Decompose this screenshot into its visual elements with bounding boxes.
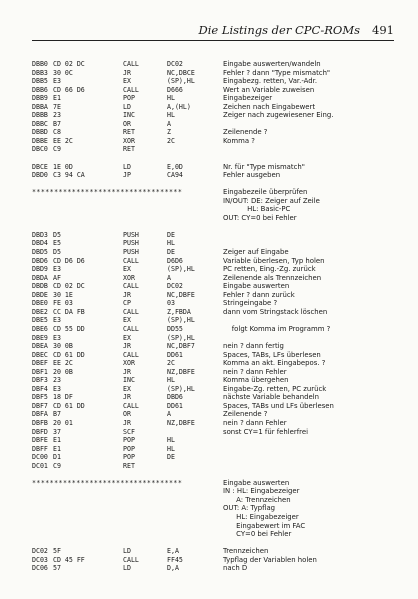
comment: nein ? dann fertig [223, 342, 284, 351]
address: DC02 [32, 547, 48, 556]
code-line [32, 359, 402, 368]
description-line [32, 205, 402, 214]
address: DBBD [32, 128, 48, 137]
address: DBFA [32, 410, 48, 419]
operand: DBD6 [167, 393, 183, 402]
operand: HL [167, 94, 175, 103]
operand: A [167, 119, 171, 128]
blank-line [32, 539, 402, 548]
mnemonic: INC [123, 376, 135, 385]
address: DBD3 [32, 230, 48, 239]
mnemonic: JR [123, 290, 131, 299]
separator-stars: ********************************** [32, 188, 183, 197]
page-header [32, 20, 394, 41]
address: DBDA [32, 273, 48, 282]
mnemonic: LD [123, 547, 131, 556]
operand: DC02 [167, 60, 183, 68]
operand: (SP),HL [167, 77, 195, 86]
operand: (SP),HL [167, 333, 195, 342]
operand: Z,FBDA [167, 307, 191, 316]
opcode-bytes: E1 [53, 94, 61, 103]
operand: DD55 [167, 324, 183, 333]
opcode-bytes: 5F [53, 547, 61, 556]
mnemonic: XOR [123, 273, 135, 282]
operand: (SP),HL [167, 316, 195, 325]
mnemonic: CALL [123, 85, 139, 94]
mnemonic: CALL [123, 282, 139, 291]
code-line [32, 385, 402, 394]
description-line [32, 513, 402, 522]
comment: Komma an akt. Eingabepos. ? [223, 359, 326, 368]
address: DBBE [32, 136, 48, 145]
comment: Eingabe auswerten/wandeln [223, 60, 321, 68]
comment: OUT: A: Typflag [223, 504, 276, 513]
code-line [32, 556, 402, 565]
mnemonic: JR [123, 418, 131, 427]
address: DBF1 [32, 367, 48, 376]
comment: OUT: CY=0 bei Fehler [223, 213, 297, 222]
description-line [32, 214, 402, 223]
code-line [32, 325, 402, 334]
code-line [32, 282, 402, 291]
opcode-bytes: E5 [53, 239, 61, 248]
address: DBF7 [32, 401, 48, 410]
opcode-bytes: 20 01 [53, 418, 73, 427]
operand: DD61 [167, 350, 183, 359]
mnemonic: JR [123, 342, 131, 351]
mnemonic: XOR [123, 359, 135, 368]
address: DBB9 [32, 94, 48, 103]
mnemonic: OR [123, 410, 131, 419]
code-line [32, 299, 402, 308]
comment: nein ? dann Fehler [223, 418, 287, 427]
code-line [32, 445, 402, 454]
opcode-bytes: CD D6 D6 [53, 256, 85, 265]
operand: HL [167, 376, 175, 385]
mnemonic: LD [123, 162, 131, 171]
mnemonic: EX [123, 333, 131, 342]
comment: Fehler ? dann "Type mismatch" [223, 68, 331, 77]
opcode-bytes: CD 02 DC [53, 282, 85, 291]
comment: PC retten, Eing.-Zg. zurück [223, 265, 316, 274]
running-title: Die Listings der CPC-ROMs [198, 23, 360, 37]
code-line [32, 462, 402, 471]
operand: HL [167, 111, 175, 120]
mnemonic: POP [123, 444, 135, 453]
address: DBBC [32, 119, 48, 128]
comment: Nr. für "Type mismatch" [223, 162, 305, 171]
description-line [32, 530, 402, 539]
opcode-bytes: B7 [53, 119, 61, 128]
code-line [32, 291, 402, 300]
operand: (SP),HL [167, 384, 195, 393]
comment: Zeilenende als Trennzeichen [223, 273, 322, 282]
address: DBDB [32, 282, 48, 291]
mnemonic: PUSH [123, 248, 139, 257]
code-line [32, 453, 402, 462]
operand: 2C [167, 136, 175, 145]
code-line [32, 342, 402, 351]
operand: NZ,DBFE [167, 418, 195, 427]
address: DBBA [32, 102, 48, 111]
code-line [32, 77, 402, 86]
code-line [32, 239, 402, 248]
code-line [32, 145, 402, 154]
code-line [32, 120, 402, 129]
operand: HL [167, 436, 175, 445]
opcode-bytes: 20 0B [53, 367, 73, 376]
comment: nach D [223, 564, 248, 573]
mnemonic: POP [123, 453, 135, 462]
mnemonic: CALL [123, 60, 139, 68]
opcode-bytes: E3 [53, 316, 61, 325]
mnemonic: CALL [123, 555, 139, 564]
mnemonic: EX [123, 384, 131, 393]
comment: Fehler ? dann zurück [223, 290, 295, 299]
address: DBB0 [32, 60, 48, 68]
code-line [32, 103, 402, 112]
address: DBF4 [32, 384, 48, 393]
operand: HL [167, 239, 175, 248]
address: DC06 [32, 564, 48, 573]
operand: D666 [167, 85, 183, 94]
address: DBD4 [32, 239, 48, 248]
mnemonic: CALL [123, 324, 139, 333]
code-line [32, 265, 402, 274]
mnemonic: PUSH [123, 230, 139, 239]
address: DBDE [32, 290, 48, 299]
code-line [32, 410, 402, 419]
blank-line [32, 222, 402, 231]
code-line [32, 274, 402, 283]
code-line [32, 86, 402, 95]
mnemonic: JR [123, 367, 131, 376]
comment: Eingabe auswerten [223, 478, 290, 487]
address: DBF5 [32, 393, 48, 402]
mnemonic: LD [123, 564, 131, 573]
comment: Zeichen nach Eingabewert [223, 102, 316, 111]
code-line [32, 368, 402, 377]
opcode-bytes: CC DA FB [53, 307, 85, 316]
address: DBB6 [32, 85, 48, 94]
code-line [32, 376, 402, 385]
description-line [32, 487, 402, 496]
opcode-bytes: EE 2C [53, 359, 73, 368]
mnemonic: JP [123, 171, 131, 180]
address: DBC0 [32, 145, 48, 154]
operand: FF45 [167, 555, 183, 564]
mnemonic: XOR [123, 136, 135, 145]
code-line [32, 257, 402, 266]
address: DBB3 [32, 68, 48, 77]
operand: A [167, 273, 171, 282]
description-line [32, 522, 402, 531]
address: DBFB [32, 418, 48, 427]
comment: Typflag der Variablen holen [223, 555, 317, 564]
opcode-bytes: CD 02 DC [53, 60, 85, 68]
operand: NZ,DBFE [167, 367, 195, 376]
code-line [32, 436, 402, 445]
comment: Stringeingabe ? [223, 299, 278, 308]
mnemonic: CALL [123, 401, 139, 410]
opcode-bytes: E1 [53, 444, 61, 453]
blank-line [32, 154, 402, 163]
mnemonic: CALL [123, 256, 139, 265]
operand: DC02 [167, 282, 183, 291]
address: DBD6 [32, 256, 48, 265]
separator-stars: ********************************** [32, 478, 183, 487]
opcode-bytes: 57 [53, 564, 61, 573]
section-separator [32, 188, 402, 197]
comment: A: Trennzeichen [223, 495, 291, 504]
code-line [32, 248, 402, 257]
comment: Zeilenende ? [223, 410, 268, 419]
code-line [32, 60, 402, 69]
comment: Spaces, TABs, LFs überlesen [223, 350, 321, 359]
opcode-bytes: CD 61 DD [53, 401, 85, 410]
mnemonic: CP [123, 299, 131, 308]
opcode-bytes: CD 55 DD [53, 324, 85, 333]
mnemonic: RET [123, 461, 135, 470]
operand: E,A [167, 547, 179, 556]
operand: NC,DBCE [167, 68, 195, 77]
opcode-bytes: E3 [53, 333, 61, 342]
comment: IN/OUT: DE: Zeiger auf Zeile [223, 196, 320, 205]
code-line [32, 402, 402, 411]
comment: Eingabewert im FAC [223, 521, 306, 530]
opcode-bytes: FE 03 [53, 299, 73, 308]
address: DBD5 [32, 248, 48, 257]
code-line [32, 94, 402, 103]
address: DBCE [32, 162, 48, 171]
operand: 03 [167, 299, 175, 308]
operand: 2C [167, 359, 175, 368]
opcode-bytes: C9 [53, 461, 61, 470]
mnemonic: RET [123, 128, 135, 137]
opcode-bytes: E3 [53, 77, 61, 86]
opcode-bytes: CD 66 D6 [53, 85, 85, 94]
mnemonic: JR [123, 393, 131, 402]
mnemonic: POP [123, 436, 135, 445]
address: DBEF [32, 359, 48, 368]
opcode-bytes: AF [53, 273, 61, 282]
operand: DE [167, 453, 175, 462]
opcode-bytes: E1 [53, 436, 61, 445]
address: DBE6 [32, 324, 48, 333]
operand: DD61 [167, 401, 183, 410]
operand: D6D6 [167, 256, 183, 265]
operand: CA94 [167, 171, 183, 180]
page-number: 491 [372, 23, 394, 37]
description-line [32, 496, 402, 505]
opcode-bytes: B7 [53, 410, 61, 419]
opcode-bytes: C8 [53, 128, 61, 137]
blank-line [32, 180, 402, 189]
mnemonic: EX [123, 265, 131, 274]
code-line [32, 316, 402, 325]
opcode-bytes: 7E [53, 102, 61, 111]
operand: NC,DBF7 [167, 342, 195, 351]
mnemonic: CALL [123, 307, 139, 316]
address: DBD0 [32, 171, 48, 180]
code-line [32, 564, 402, 573]
comment: Zeilenende ? [223, 128, 268, 137]
opcode-bytes: D5 [53, 230, 61, 239]
address: DBFE [32, 436, 48, 445]
code-line [32, 351, 402, 360]
code-line [32, 231, 402, 240]
code-line [32, 163, 402, 172]
mnemonic: LD [123, 102, 131, 111]
code-line [32, 547, 402, 556]
address: DBEA [32, 342, 48, 351]
blank-line [32, 470, 402, 479]
operand: HL [167, 444, 175, 453]
operand: A [167, 410, 171, 419]
operand: DE [167, 248, 175, 257]
opcode-bytes: 30 0C [53, 68, 73, 77]
address: DBF3 [32, 376, 48, 385]
comment: Eingabe-Zg. retten, PC zurück [223, 384, 327, 393]
opcode-bytes: D5 [53, 248, 61, 257]
opcode-bytes: 30 1E [53, 290, 73, 299]
comment: Fehler ausgeben [223, 171, 281, 180]
code-line [32, 419, 402, 428]
address: DBE5 [32, 316, 48, 325]
opcode-bytes: 23 [53, 376, 61, 385]
comment: IN : HL: Eingabezeiger [223, 487, 300, 496]
comment: nein ? dann Fehler [223, 367, 287, 376]
opcode-bytes: CD 45 FF [53, 555, 85, 564]
description-line [32, 504, 402, 513]
opcode-bytes: E3 [53, 384, 61, 393]
operand: DE [167, 230, 175, 239]
operand: Z [167, 128, 171, 137]
mnemonic: EX [123, 77, 131, 86]
mnemonic: INC [123, 111, 135, 120]
comment: Zeiger auf Eingabe [223, 248, 289, 257]
address: DBFD [32, 427, 48, 436]
address: DBBB [32, 111, 48, 120]
address: DC00 [32, 453, 48, 462]
opcode-bytes: EE 2C [53, 136, 73, 145]
comment: Eingabe auswerten [223, 282, 290, 291]
mnemonic: EX [123, 316, 131, 325]
comment: Variable überlesen, Typ holen [223, 256, 325, 265]
opcode-bytes: C9 [53, 145, 61, 154]
mnemonic: JR [123, 68, 131, 77]
comment: Spaces, TABs und LFs überlesen [223, 401, 334, 410]
comment: Wert an Variable zuweisen [223, 85, 315, 94]
comment: folgt Komma im Programm ? [223, 324, 331, 333]
section-separator [32, 479, 402, 488]
comment: Eingabezeiger [223, 94, 273, 103]
address: DBD9 [32, 265, 48, 274]
description-line [32, 197, 402, 206]
address: DC03 [32, 555, 48, 564]
code-line [32, 111, 402, 120]
comment: sonst CY=1 für fehlerfrei [223, 427, 308, 436]
code-line [32, 428, 402, 437]
comment: nächste Variable behandeln [223, 393, 320, 402]
code-line [32, 171, 402, 180]
operand: NC,DBFE [167, 290, 195, 299]
operand: D,A [167, 564, 179, 573]
comment: Komma ? [223, 136, 255, 145]
mnemonic: OR [123, 119, 131, 128]
comment: HL: Basic-PC [223, 205, 291, 214]
opcode-bytes: CD 61 DD [53, 350, 85, 359]
code-line [32, 128, 402, 137]
address: DBE0 [32, 299, 48, 308]
address: DBE2 [32, 307, 48, 316]
mnemonic: SCF [123, 427, 135, 436]
opcode-bytes: 37 [53, 427, 61, 436]
comment: Trennzeichen [223, 547, 269, 556]
mnemonic: POP [123, 94, 135, 103]
comment: CY=0 bei Fehler [223, 530, 292, 539]
mnemonic: RET [123, 145, 135, 154]
opcode-bytes: 23 [53, 111, 61, 120]
address: DBEC [32, 350, 48, 359]
opcode-bytes: 18 DF [53, 393, 73, 402]
address: DBB5 [32, 77, 48, 86]
comment: Eingabezg. retten, Var.-Adr. [223, 77, 318, 86]
code-line [32, 137, 402, 146]
code-line [32, 393, 402, 402]
address: DC01 [32, 461, 48, 470]
mnemonic: CALL [123, 350, 139, 359]
opcode-bytes: D1 [53, 453, 61, 462]
operand: E,0D [167, 162, 183, 171]
comment: Eingabezeile überprüfen [223, 188, 308, 197]
assembly-listing [32, 60, 402, 573]
comment: dann vom Stringstack löschen [223, 307, 328, 316]
comment: HL: Eingabezeiger [223, 512, 299, 521]
address: DBFF [32, 444, 48, 453]
comment: Komma übergehen [223, 376, 289, 385]
code-line [32, 334, 402, 343]
address: DBE9 [32, 333, 48, 342]
opcode-bytes: 1E 0D [53, 162, 73, 171]
code-line [32, 69, 402, 78]
operand: (SP),HL [167, 265, 195, 274]
operand: A,(HL) [167, 102, 191, 111]
opcode-bytes: C3 94 CA [53, 171, 85, 180]
opcode-bytes: E3 [53, 265, 61, 274]
code-line [32, 308, 402, 317]
opcode-bytes: 30 0B [53, 342, 73, 351]
mnemonic: PUSH [123, 239, 139, 248]
comment: Zeiger nach zugewiesener Eing. [223, 111, 334, 120]
